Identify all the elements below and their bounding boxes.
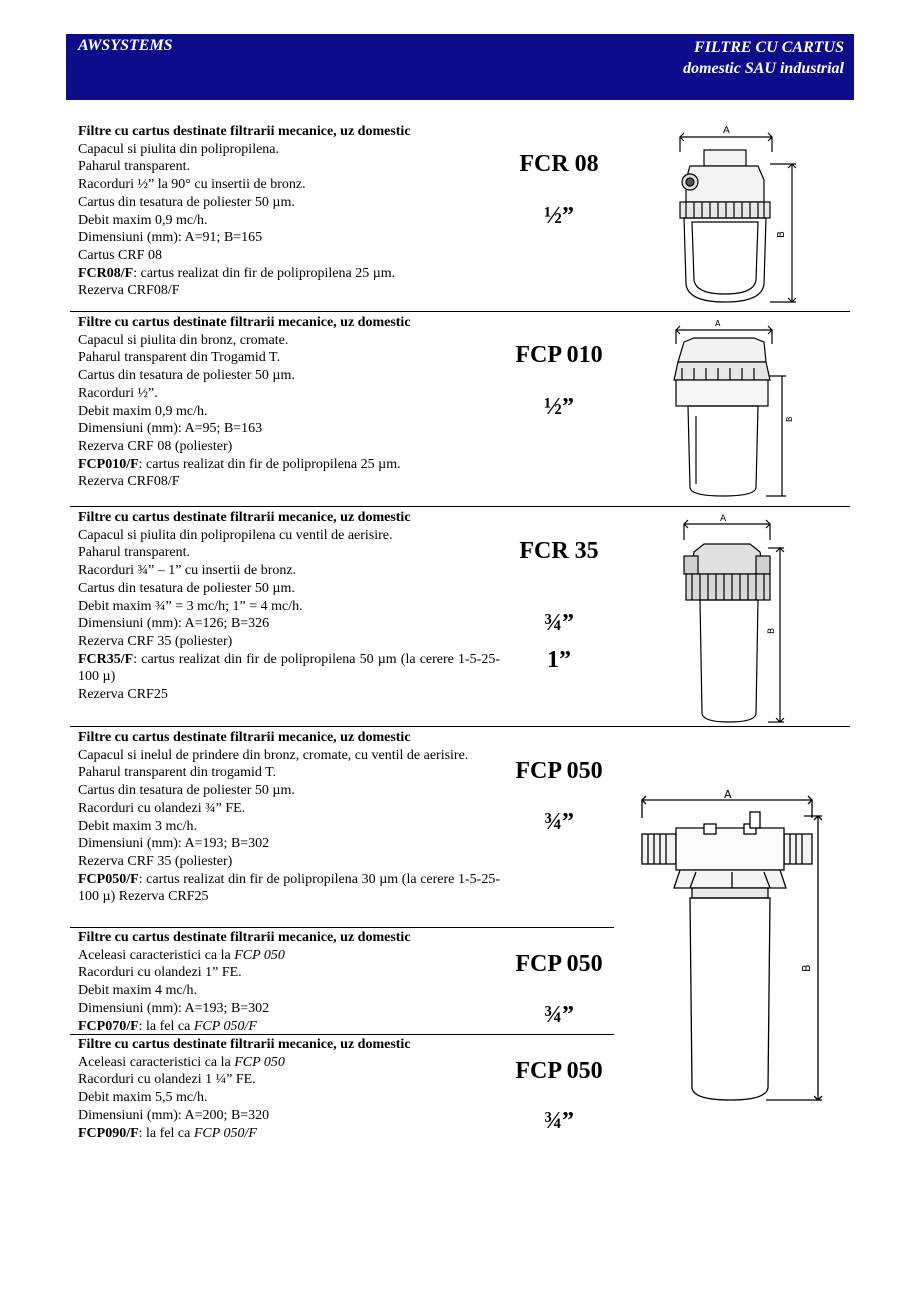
section-divider (70, 1034, 614, 1035)
section-title: Filtre cu cartus destinate filtrarii mecanice, uz domestic (78, 315, 411, 330)
product-fcr35-description (78, 509, 500, 704)
model-code: FCR 08 (519, 151, 599, 177)
connection-size: 1” (547, 647, 571, 673)
product-fcp070-description (78, 929, 500, 1035)
filter-line (78, 456, 500, 474)
filter-line (78, 871, 500, 906)
filter-text: : la fel ca (138, 1125, 194, 1141)
spec-line: Racorduri cu olandezi ¾” FE. (78, 800, 246, 816)
model-code: FCP 050 (515, 1058, 603, 1084)
filter-text: : cartus realizat din fir de polipropilena 25 µm. (138, 456, 401, 472)
spec-line: Rezerva CRF 35 (poliester) (78, 633, 233, 649)
product-fcp090-description (78, 1036, 500, 1142)
document-title (683, 37, 844, 79)
spec-line: Debit maxim 0,9 mc/h. (78, 403, 208, 419)
same-as-text: Aceleasi caracteristici ca la (78, 947, 235, 963)
filter-line (78, 265, 500, 283)
dimension-b-label: B (785, 416, 794, 422)
spec-line: Capacul si piulita din polipropilena cu ventil de aerisire. (78, 527, 393, 543)
filter-line (78, 1125, 500, 1143)
document-title-line1: FILTRE CU CARTUS (694, 39, 844, 56)
drawing-fcp050 (636, 788, 836, 1108)
filter-code: FCR35/F (78, 651, 134, 667)
section-title: Filtre cu cartus destinate filtrarii mecanice, uz domestic (78, 730, 411, 745)
spec-line: Debit maxim 4 mc/h. (78, 983, 197, 999)
section-divider (70, 726, 850, 727)
spec-line: Capacul si inelul de prindere din bronz, cromate, cu ventil de aerisire. (78, 747, 469, 763)
section-title: Filtre cu cartus destinate filtrarii mecanice, uz domestic (78, 930, 411, 945)
same-as-line (78, 1054, 500, 1072)
spec-line: Dimensiuni (mm): A=95; B=163 (78, 421, 263, 437)
document-title-line2: domestic SAU industrial (683, 60, 844, 77)
section-title: Filtre cu cartus destinate filtrarii mecanice, uz domestic (78, 510, 411, 525)
spec-line: Racorduri cu olandezi 1” FE. (78, 965, 242, 981)
connection-size: ¾” (544, 610, 574, 636)
spec-line: Debit maxim ¾” = 3 mc/h; 1” = 4 mc/h. (78, 598, 303, 614)
filter-line (78, 651, 500, 686)
dimension-a-label: A (723, 125, 730, 136)
spec-line: Racorduri ½”. (78, 385, 158, 401)
model-code: FCP 050 (515, 758, 603, 784)
filter-line (78, 1018, 500, 1036)
connection-size: ½” (544, 394, 574, 420)
model-code: FCR 35 (519, 538, 599, 564)
filter-ref: FCP 050/F (193, 1018, 257, 1034)
filter-code: FCP090/F (78, 1125, 139, 1141)
drawing-fcr35 (672, 512, 792, 724)
spec-line: Racorduri ¾” – 1” cu insertii de bronz. (78, 563, 297, 579)
spec-line: Paharul transparent din Trogamid T. (78, 350, 281, 366)
spec-line: Debit maxim 3 mc/h. (78, 818, 197, 834)
model-code: FCP 010 (515, 342, 603, 368)
section-divider (70, 506, 850, 507)
spec-line: Paharul transparent. (78, 545, 190, 561)
section-divider (70, 927, 614, 928)
same-as-text: Aceleasi caracteristici ca la (78, 1054, 235, 1070)
spec-line: Dimensiuni (mm): A=126; B=326 (78, 616, 270, 632)
filter-text: : cartus realizat din fir de polipropilena 50 µm (la cerere 1-5-25-100 µ) (78, 651, 500, 685)
spec-line: Paharul transparent din trogamid T. (78, 765, 277, 781)
section-title: Filtre cu cartus destinate filtrarii mecanice, uz domestic (78, 1037, 411, 1052)
connection-size: ¾” (544, 1002, 574, 1028)
spec-line: Cartus din tesatura de poliester 50 µm. (78, 580, 295, 596)
spec-line: Cartus din tesatura de poliester 50 µm. (78, 783, 295, 799)
reserve-line: Rezerva CRF08/F (78, 474, 180, 490)
dimension-a-label: A (724, 788, 732, 801)
filter-ref: FCP 050/F (193, 1125, 257, 1141)
dimension-a-label: A (715, 319, 721, 328)
spec-line: Racorduri ½” la 90° cu insertii de bronz. (78, 177, 306, 193)
connection-size: ¾” (544, 809, 574, 835)
filter-code: FCP010/F (78, 456, 139, 472)
reserve-line: Rezerva CRF25 (78, 687, 168, 703)
same-as-ref: FCP 050 (234, 947, 285, 963)
product-fcp010-description (78, 314, 500, 491)
spec-line: Debit maxim 0,9 mc/h. (78, 212, 208, 228)
spec-line: Dimensiuni (mm): A=193; B=302 (78, 1000, 270, 1016)
connection-size: ½” (544, 203, 574, 229)
product-fcr08-description (78, 123, 500, 300)
page-header (66, 34, 854, 100)
filter-text: : la fel ca (138, 1018, 194, 1034)
spec-line: Dimensiuni (mm): A=193; B=302 (78, 836, 270, 852)
connection-size: ¾” (544, 1108, 574, 1134)
filter-code: FCP070/F (78, 1018, 139, 1034)
dimension-b-label: B (767, 627, 777, 634)
spec-line: Debit maxim 5,5 mc/h. (78, 1090, 208, 1106)
spec-line: Paharul transparent. (78, 159, 190, 175)
dimension-a-label: A (720, 514, 727, 524)
spec-line: Dimensiuni (mm): A=200; B=320 (78, 1107, 270, 1123)
spec-line: Dimensiuni (mm): A=91; B=165 (78, 230, 263, 246)
same-as-line (78, 947, 500, 965)
spec-line: Cartus din tesatura de poliester 50 µm. (78, 368, 295, 384)
spec-line: Racorduri cu olandezi 1 ¼” FE. (78, 1072, 256, 1088)
product-fcp050-description (78, 729, 500, 906)
drawing-fcr08 (660, 124, 810, 308)
spec-line: Rezerva CRF 35 (poliester) (78, 853, 233, 869)
model-code: FCP 050 (515, 951, 603, 977)
spec-line: Rezerva CRF 08 (poliester) (78, 438, 233, 454)
spec-line: Cartus din tesatura de poliester 50 µm. (78, 194, 295, 210)
same-as-ref: FCP 050 (234, 1054, 285, 1070)
filter-code: FCP050/F (78, 871, 139, 887)
company-name: AWSYSTEMS (78, 37, 173, 54)
filter-code: FCR08/F (78, 265, 134, 281)
section-divider (70, 311, 850, 312)
spec-line: Cartus CRF 08 (78, 247, 163, 263)
spec-line: Capacul si piulita din bronz, cromate. (78, 332, 289, 348)
filter-text: : cartus realizat din fir de polipropilena 30 µm (la cerere 1-5-25-100 µ) Rezerva CRF25 (78, 871, 500, 905)
spec-line: Capacul si piulita din polipropilena. (78, 141, 280, 157)
section-title: Filtre cu cartus destinate filtrarii mecanice, uz domestic (78, 124, 411, 139)
filter-text: : cartus realizat din fir de polipropilena 25 µm. (133, 265, 396, 281)
dimension-b-label: B (800, 964, 813, 972)
dimension-b-label: B (776, 231, 787, 238)
drawing-fcp010 (660, 318, 810, 502)
reserve-line: Rezerva CRF08/F (78, 283, 180, 299)
